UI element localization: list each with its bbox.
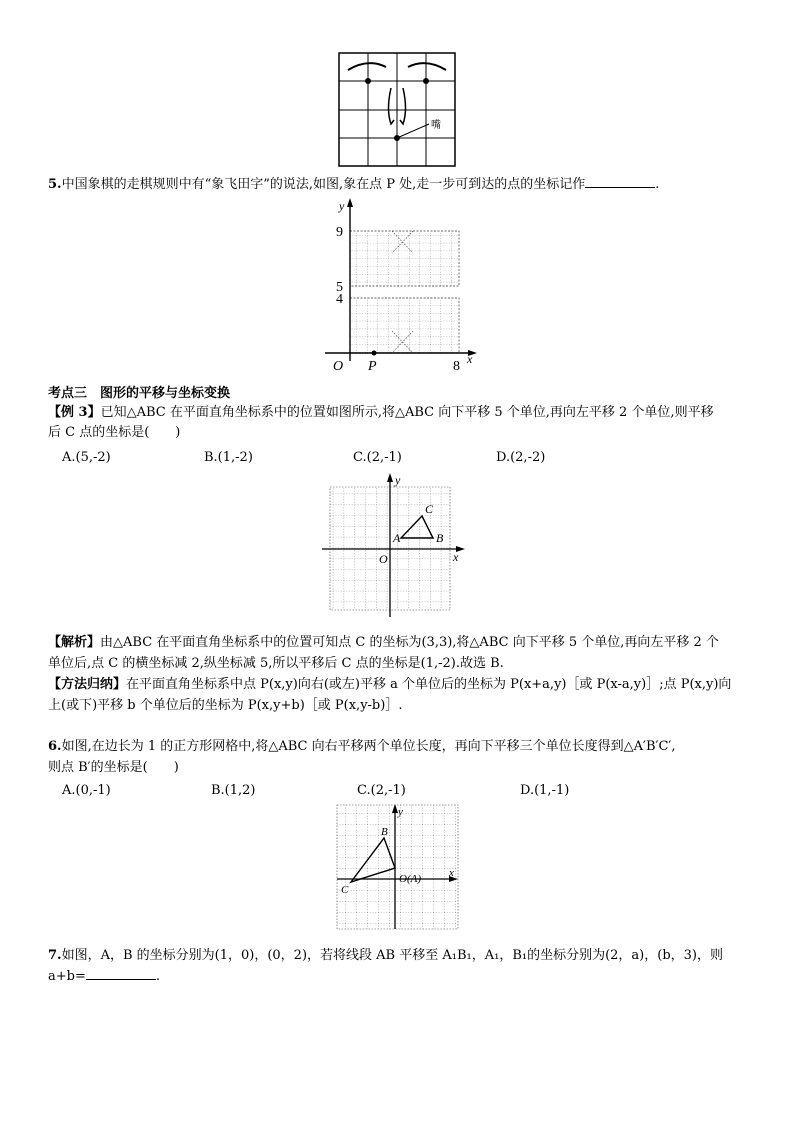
point-oa-label: O(A) — [399, 873, 421, 885]
chessboard-figure — [325, 196, 480, 374]
left-eye-point — [365, 78, 371, 84]
q6-line2: 则点 B′的坐标是( ) — [48, 760, 179, 775]
q5-end: . — [655, 177, 660, 192]
analysis-line1: 【解析】由△ABC 在平面直角坐标系中的位置可知点 C 的坐标为(3,3),将△ABC 向下平移 5 个单位,再向左平移 2 个 — [48, 635, 719, 650]
q7-answer-blank[interactable] — [86, 979, 156, 980]
point-c-label: C — [341, 884, 349, 896]
q6-number: 6. — [48, 739, 62, 754]
face-grid-figure — [336, 50, 460, 170]
method-tag: 【方法归纳】 — [48, 677, 127, 692]
q5-answer-blank[interactable] — [585, 187, 655, 188]
example3-tag: 【例 3】 — [48, 405, 101, 420]
nose-right — [400, 88, 406, 124]
left-eyebrow — [348, 63, 386, 70]
method-line1: 【方法归纳】在平面直角坐标系中点 P(x,y)向右(或左)平移 a 个单位后的坐标为 P(x+a,y)［或 P(x-a,y)］;点 P(x,y)向 — [48, 677, 732, 692]
mouth-pointer-line — [397, 124, 429, 138]
point-b-label: B — [436, 531, 444, 545]
x-axis-label: x — [467, 352, 473, 366]
q6-option-c: C.(2,-1) — [357, 783, 406, 798]
method-line2: 上(或下)平移 b 个单位后的坐标为 P(x,y+b)［或 P(x,y-b)］. — [48, 698, 403, 713]
example3-option-c: C.(2,-1) — [353, 450, 402, 465]
q6-option-d: D.(1,-1) — [520, 783, 570, 798]
y-axis-label: y — [339, 199, 345, 213]
q5-number: 5. — [48, 177, 62, 192]
point-b-label: B — [381, 826, 388, 838]
example3-option-a: A.(5,-2) — [62, 450, 111, 465]
board-upper-half — [350, 231, 459, 286]
point-p — [372, 351, 377, 356]
q6-option-b: B.(1,2) — [211, 783, 256, 798]
section3-label: 考点三 — [48, 386, 88, 401]
section3-title: 图形的平移与坐标变换 — [100, 386, 231, 401]
y-tick-5: 5 — [336, 280, 343, 295]
y-axis-label: y — [398, 806, 403, 818]
section3-heading — [48, 385, 230, 403]
q7-line1: 7.如图，A，B 的坐标分别为(1，0)，(0，2)，若将线段 AB 平移至 A₁B₁，A₁，B₁的坐标分别为(2，a)，(b，3)，则 — [48, 948, 723, 963]
y-axis-arrow — [347, 198, 353, 207]
q6-coordinate-figure — [334, 802, 464, 932]
example3-option-d: D.(2,-2) — [496, 450, 546, 465]
q6-line1: 6.如图,在边长为 1 的正方形网格中,将△ABC 向右平移两个单位长度，再向下平移三个单位长度得到△A′B′C′, — [48, 739, 676, 754]
analysis-tag: 【解析】 — [48, 635, 101, 650]
nose-left — [389, 88, 395, 124]
mouth-label: 嘴 — [431, 120, 441, 131]
example3-line2: 后 C 点的坐标是( ) — [48, 425, 181, 440]
y-tick-4: 4 — [336, 292, 343, 307]
right-eyebrow — [408, 63, 446, 70]
q6-option-a: A.(0,-1) — [62, 783, 111, 798]
example3-coordinate-figure — [322, 472, 470, 620]
grid — [337, 805, 458, 929]
q7-line2: a+b= . — [48, 969, 160, 984]
analysis-line2: 单位后,点 C 的横坐标减 2,纵坐标减 5,所以平移后 C 点的坐标是(1,-2).故选 B. — [48, 656, 504, 671]
example3-option-b: B.(1,-2) — [204, 450, 253, 465]
board-lower-half — [350, 298, 459, 353]
x-tick-8: 8 — [453, 359, 460, 374]
q7-number: 7. — [48, 948, 62, 963]
q5-body: 中国象棋的走棋规则中有“象飞田字”的说法,如图,象在点 P 处,走一步可到达的点的坐标记作 — [61, 177, 586, 192]
q5-text — [48, 176, 659, 194]
example3-line1: 【例 3】已知△ABC 在平面直角坐标系中的位置如图所示,将△ABC 向下平移 5 个单位,再向左平移 2 个单位,则平移 — [48, 405, 714, 420]
y-axis-label: y — [395, 473, 401, 487]
point-c-label: C — [425, 502, 434, 516]
x-axis-label: x — [453, 550, 459, 564]
point-p-label: P — [368, 359, 377, 374]
right-eye-point — [423, 78, 429, 84]
point-a-label: A — [393, 531, 401, 545]
x-axis-label: x — [449, 867, 454, 879]
y-tick-9: 9 — [336, 225, 343, 240]
face-grid-lines — [339, 53, 455, 166]
origin-label: O — [333, 359, 344, 374]
y-axis-arrow — [387, 473, 393, 482]
origin-label: O — [379, 552, 388, 566]
